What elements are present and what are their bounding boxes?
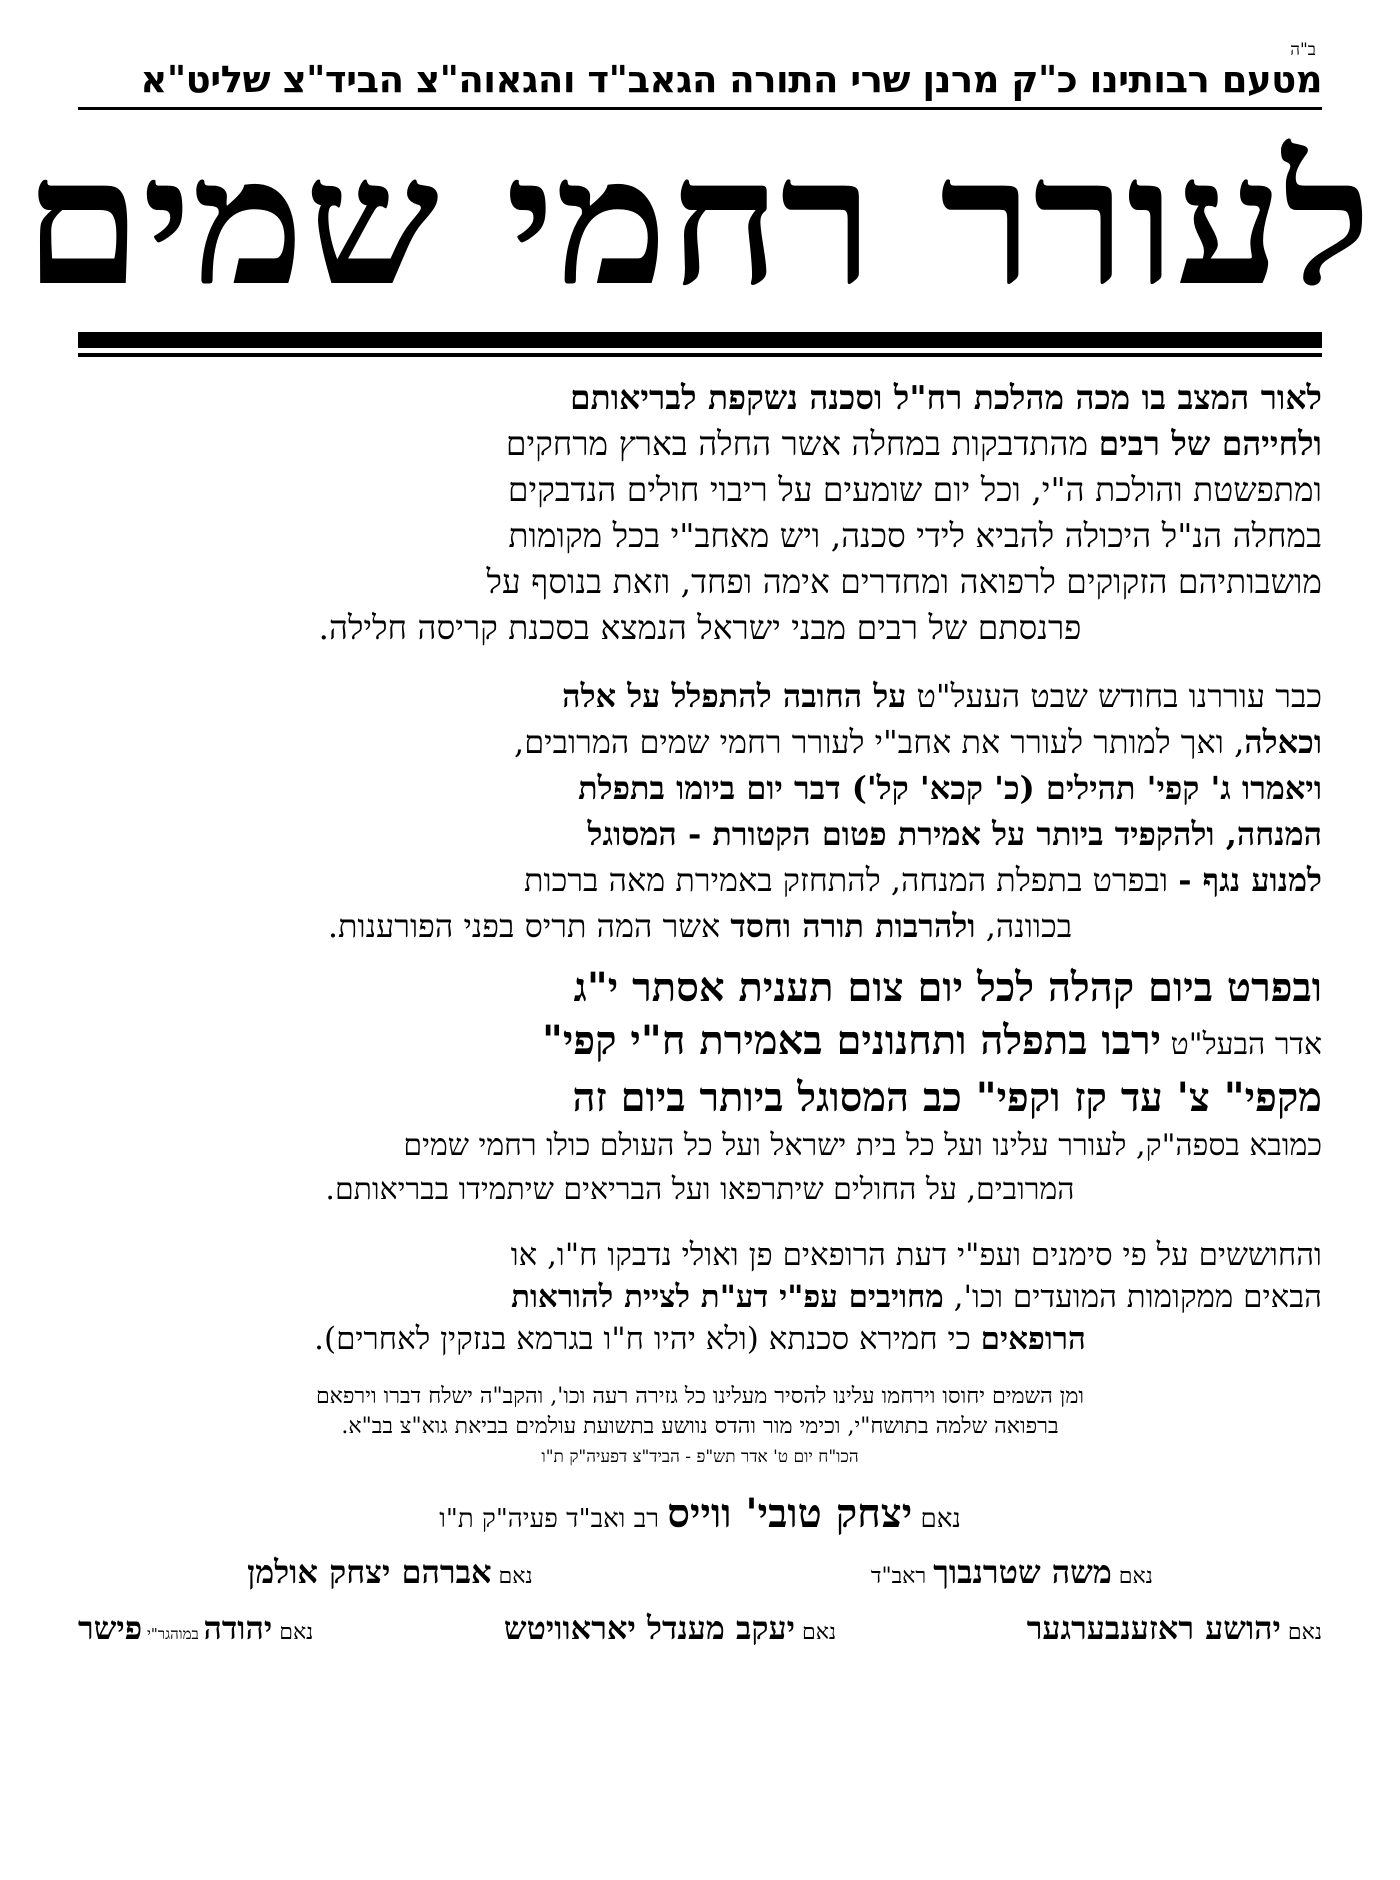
text-segment: כבר עוררנו בחודש שבט העעל"ט <box>906 677 1322 715</box>
text-line <box>78 421 1322 467</box>
signature-name: משה שטרנבוך <box>933 1553 1112 1591</box>
text-segment: כי חמירא סכנתא (ולא יהיו ח"ו בגרמא בנזקין לאחרים). <box>314 1321 981 1357</box>
text-line: ובפרט ביום קהלה לכל יום צום תענית אסתר י"ג <box>573 964 1322 1011</box>
text-line: ומן השמים יחוסו וירחמו עלינו להסיר מעלינו כל גזירה רעה וכו', והקב"ה ישלח דברו וירפאם <box>315 1384 1085 1409</box>
text-segment: , ואך למותר לעורר את אחב"י לעורר רחמי שמים המרובים, <box>514 723 1245 761</box>
text-segment: ובפרט בתפלת המנחה, להתחזק באמירת מאה ברכות <box>523 861 1179 899</box>
signature <box>504 1609 836 1647</box>
signature-prefix: נאם <box>1280 1620 1322 1645</box>
text-line: פרנסתם של רבים מבני ישראל הנמצא בסכנת קריסה חלילה. <box>318 608 1082 647</box>
signature <box>871 1553 1153 1591</box>
signature <box>78 1609 313 1647</box>
paragraph-prayer-duty <box>78 673 1322 949</box>
text-line <box>78 1276 1322 1318</box>
bold-phrase: על החובה להתפלל על אלה <box>562 677 907 715</box>
text-line: המרובים, על החולים שיתרפאו ועל הבריאים שיתמידו בבריאותם. <box>325 1172 1075 1207</box>
bold-phrase: וכאלה <box>1244 723 1322 761</box>
text-line <box>78 857 1322 903</box>
text-line <box>78 673 1322 719</box>
signing-date: הכו"ח יום ט' אדר תש"פ - הביד"צ דפעיה"ק ת"ו <box>541 1447 859 1467</box>
signature-prefix: נאם <box>272 1620 314 1645</box>
signature-title: רב ואב"ד פעיה"ק ת"ו <box>439 1504 668 1534</box>
text-line <box>78 903 1322 949</box>
headline-title: לעורר רחמי שמים <box>23 118 1372 325</box>
signature-chief-rabbi <box>78 1490 1322 1537</box>
text-line: ומתפשטת והולכת ה"י, וכל יום שומעים על ריבוי חולים הנדבקים <box>507 470 1322 509</box>
bold-phrase: ירבו בתפלה ותחנונים באמירת ח"י קפי" <box>541 1017 1162 1064</box>
signature-row <box>78 1609 1322 1647</box>
closing-blessing <box>78 1382 1322 1472</box>
signature <box>1027 1609 1322 1647</box>
text-line <box>78 1014 1322 1071</box>
signature-prefix: נאם <box>1111 1564 1153 1589</box>
signature-prefix: נאם <box>491 1564 533 1589</box>
paragraph-situation <box>78 375 1322 651</box>
text-segment: אדר הבעל"ט <box>1161 1027 1322 1062</box>
text-line: והחוששים על פי סימנים ועפ"י דעת הרופאים פן ואולי נדבקו ח"ו, או <box>510 1237 1322 1273</box>
signature-name: פישר <box>78 1609 143 1647</box>
text-line: המנחה, ולהקפיד ביותר על אמירת פטום הקטורת - המסוגל <box>587 815 1322 853</box>
bold-phrase: מחויבים עפ"י דע"ת לציית להוראות <box>511 1279 944 1315</box>
text-line <box>78 1318 1322 1360</box>
text-line: כמובא בספה"ק, לעורר עלינו ועל כל בית ישראל ועל כל העולם כולו רחמי שמים <box>403 1128 1322 1163</box>
bold-phrase: ולהרבות תורה וחסד <box>730 907 976 945</box>
signature-name: אברהם יצחק אולמן <box>247 1553 492 1591</box>
signature-name: יהודה <box>203 1609 273 1647</box>
divider-thick <box>78 332 1322 348</box>
text-line <box>78 719 1322 765</box>
text-line: ויאמרו ג' קפי' תהילים (כ' קכא' קל') דבר יום ביומו בתפלת <box>578 769 1322 807</box>
paragraph-fast-day <box>78 961 1322 1212</box>
signature-title: במוהגר"י <box>142 1625 204 1643</box>
signature-name: יעקב מענדל יאראוויטש <box>503 1609 796 1647</box>
signature-row <box>78 1553 1322 1591</box>
bold-phrase: ולחייהם של רבים <box>1098 424 1322 463</box>
signature <box>247 1553 532 1591</box>
text-segment: מהתדבקות במחלה אשר החלה בארץ מרחקים <box>505 424 1099 463</box>
divider-thin <box>78 353 1322 357</box>
signature-name: יצחק טובי' ווייס <box>667 1490 913 1537</box>
signature-name: יהושע ראזענבערגער <box>1026 1609 1281 1647</box>
signature-prefix: נאם <box>912 1504 961 1534</box>
text-segment: בכוונה, <box>975 907 1073 945</box>
paragraph-doctors-guidance <box>78 1234 1322 1360</box>
text-line: ברפואה שלמה בתושח"י, וכימי מור והדס נוושע בתשועת עולמים בביאת גוא"צ בב"א. <box>341 1414 1059 1439</box>
text-segment: הבאים ממקומות המועדים וכו', <box>943 1279 1322 1315</box>
text-segment: אשר המה תריס בפני הפורענות. <box>327 907 731 945</box>
text-line: במחלה הנ"ל היכולה להביא לידי סכנה, ויש מאחב"י בכל מקומות <box>508 516 1322 555</box>
bold-phrase: למנוע נגף - <box>1178 861 1322 899</box>
text-line: מקפי" צ' עד קז וקפי" כב המסוגל ביותר ביום זה <box>572 1074 1322 1121</box>
signature-prefix: נאם <box>795 1620 837 1645</box>
bh-mark: ב"ה <box>1290 40 1316 60</box>
header-line: מטעם רבותינו כ"ק מרנן שרי התורה הגאב"ד והגאוה"צ הביד"צ שליט"א <box>78 58 1322 110</box>
text-line: מושבותיהם הזקוקים לרפואה ומחדרים אימה ופחד, וזאת בנוסף על <box>486 562 1322 601</box>
text-line: לאור המצב בו מכה מהלכת רח"ל וסכנה נשקפת לבריאותם <box>570 378 1322 417</box>
bold-phrase: הרופאים <box>980 1321 1086 1357</box>
signature-title: ראב"ד <box>870 1564 934 1589</box>
